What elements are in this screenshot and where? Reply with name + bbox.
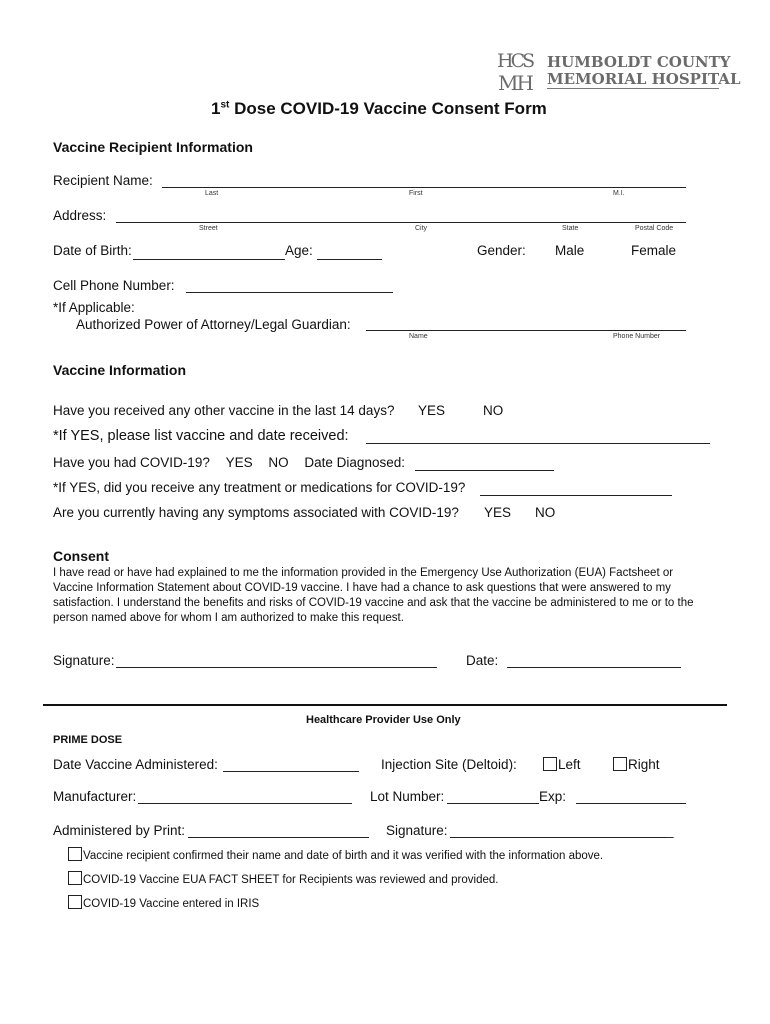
provider-heading: Healthcare Provider Use Only [306,714,461,726]
date-diagnosed-field[interactable] [415,470,554,471]
caption-mi: M.I. [613,190,625,197]
q-symptoms-no[interactable]: NO [535,505,556,520]
consent-text: I have read or have had explained to me the information provided in the Emergency Use Authorization (EUA) Factsheet or Vaccine Information Statement about COVID-19 vaccine. I have had a chance to ask questions that were answered to my satisfaction. I understand the benefits and risks of COVID-19 vaccine and ask that the vaccine be administered to me or to the person named above for whom I am authorized to make this request. [53,567,694,624]
provider-signature-label: Signature: [386,823,448,838]
recipient-heading: Vaccine Recipient Information [53,139,253,155]
address-field[interactable] [116,222,686,223]
date-diagnosed-label: Date Diagnosed: [304,455,405,470]
q-other-vaccine-followup: *If YES, please list vaccine and date received: [53,428,349,444]
gender-female-option[interactable]: Female [631,243,677,258]
iris-checkbox[interactable] [68,895,82,909]
manufacturer-field[interactable] [138,803,352,804]
consent-heading: Consent [53,548,109,564]
consent-signature-field[interactable] [116,667,437,668]
caption-last: Last [205,190,219,197]
caption-poa-phone: Phone Number [613,333,661,340]
injection-site-right[interactable]: Right [613,757,660,772]
consent-date-label: Date: [466,653,499,668]
caption-poa-name: Name [409,333,428,340]
logo-line-2: MEMORIAL HOSPITAL [547,70,741,88]
age-label: Age: [285,243,313,258]
injection-site-left[interactable]: Left [543,757,581,772]
address-label: Address: [53,208,107,223]
exp-field[interactable] [576,803,686,804]
lot-number-field[interactable] [447,803,539,804]
q-had-covid-no[interactable]: NO [268,455,289,470]
recipient-name-field[interactable] [162,187,686,188]
caption-postal: Postal Code [635,225,674,232]
recipient-name-label: Recipient Name: [53,173,153,188]
caption-city: City [415,225,428,232]
q-covid-treatment: *If YES, did you receive any treatment or medications for COVID-19? [53,480,466,495]
q-symptoms-yes[interactable]: YES [484,505,512,520]
cell-phone-label: Cell Phone Number: [53,278,175,293]
q-had-covid-yes[interactable]: YES [225,455,253,470]
q-other-vaccine: Have you received any other vaccine in the last 14 days? [53,403,395,418]
age-field[interactable] [317,259,382,260]
q-had-covid: Have you had COVID-19? YES NO Date Diagnosed: [53,455,405,470]
logo-line-1: HUMBOLDT COUNTY [547,53,731,71]
vaccine-info-heading: Vaccine Information [53,362,187,378]
q-other-vaccine-no[interactable]: NO [483,403,504,418]
checklist-item-iris[interactable]: COVID-19 Vaccine entered in IRIS [68,895,259,910]
section-divider [43,704,727,706]
caption-first: First [409,190,423,197]
if-applicable-note: *If Applicable: [53,300,135,315]
right-checkbox[interactable] [613,757,627,771]
page-title: 1st Dose COVID-19 Vaccine Consent Form [211,99,547,118]
prime-dose-label: PRIME DOSE [53,734,123,746]
poa-field[interactable] [366,330,686,331]
date-administered-label: Date Vaccine Administered: [53,757,218,772]
dob-field[interactable] [133,259,285,260]
logo-underline [547,88,719,89]
manufacturer-label: Manufacturer: [53,789,137,804]
injection-site-label: Injection Site (Deltoid): [381,757,517,772]
cell-phone-field[interactable] [186,292,393,293]
provider-signature-field[interactable] [450,837,666,838]
administered-by-field[interactable] [188,837,369,838]
q-symptoms: Are you currently having any symptoms associated with COVID-19? [53,505,459,520]
checklist-item-fact-sheet[interactable]: COVID-19 Vaccine EUA FACT SHEET for Recipients was reviewed and provided. [68,871,498,886]
logo-mark-top: HCS [497,50,533,72]
q-other-vaccine-yes[interactable]: YES [418,403,446,418]
covid-treatment-field[interactable] [480,495,672,496]
consent-date-field[interactable] [507,667,681,668]
gender-label: Gender: [477,243,526,258]
checklist-item-name-verified[interactable]: Vaccine recipient confirmed their name and date of birth and it was verified with the information above. [68,847,603,862]
consent-signature-label: Signature: [53,653,115,668]
caption-street: Street [199,225,218,232]
provider-signature-trail: _ [666,823,674,838]
left-checkbox[interactable] [543,757,557,771]
administered-by-label: Administered by Print: [53,823,186,838]
dob-label: Date of Birth: [53,243,132,258]
caption-state: State [562,225,579,232]
other-vaccine-list-field[interactable] [366,443,710,444]
poa-label: Authorized Power of Attorney/Legal Guardian: [76,317,351,332]
exp-label: Exp: [539,789,567,804]
fact-sheet-checkbox[interactable] [68,871,82,885]
date-administered-field[interactable] [223,771,359,772]
gender-male-option[interactable]: Male [555,243,585,258]
logo-mark-bottom: MH [498,71,532,95]
lot-number-label: Lot Number: [370,789,445,804]
name-verified-checkbox[interactable] [68,847,82,861]
hospital-logo-mark [497,50,543,96]
